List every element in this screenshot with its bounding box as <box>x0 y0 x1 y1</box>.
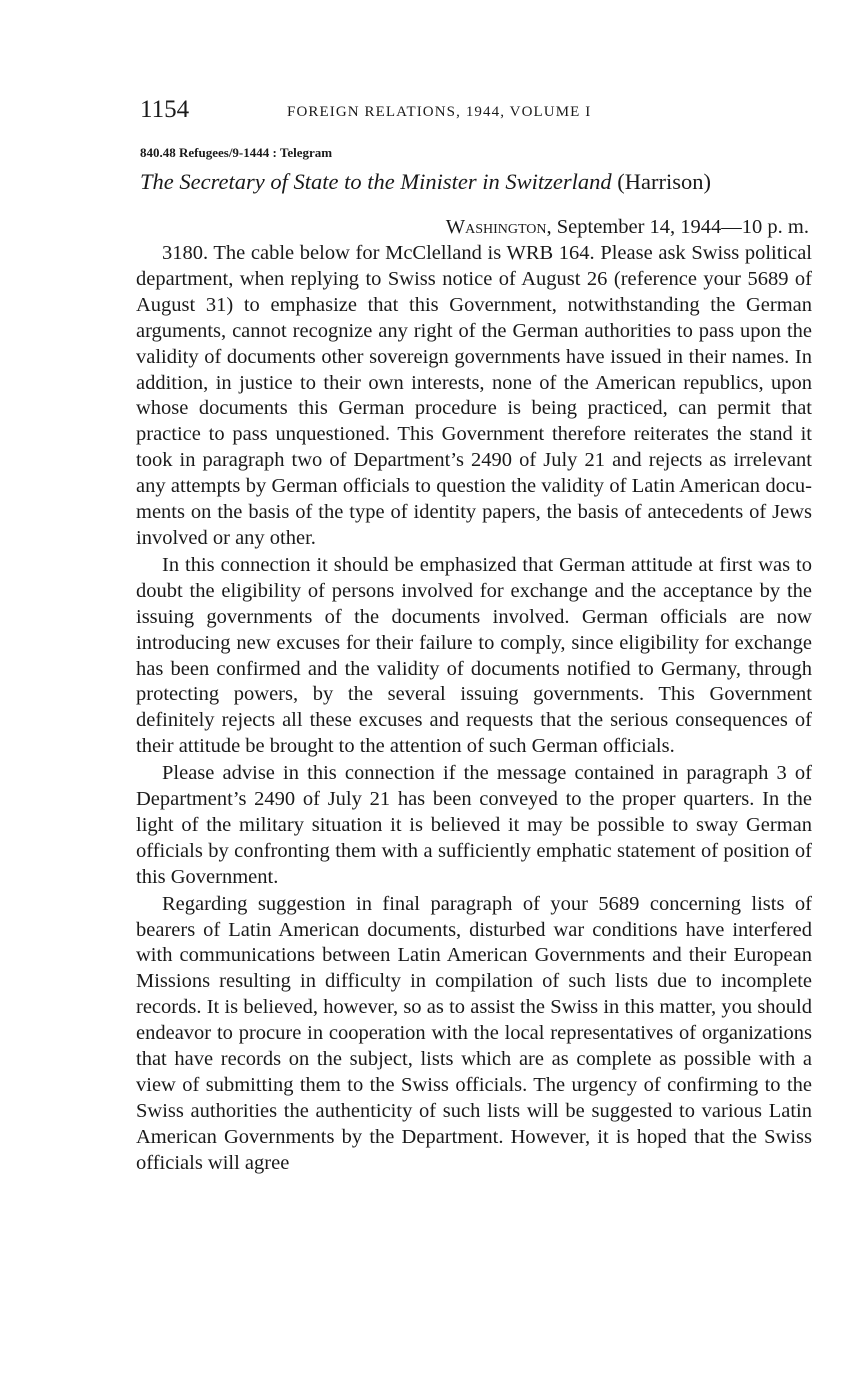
paragraph-4: Regarding suggestion in final paragraph of your 5689 concerning lists of bearers of Latin American documents, disturbed war conditions have interfered with communications between Latin American Governments and their European Missions resulting in difficulty in compilation of such lists due to incomplete records. It is believed, however, so as to assist the Swiss in this matter, you should endeavor to procure in cooperation with the local representatives of organizations that have records on the subject, lists which are as complete as possible with a view of submitting them to the Swiss officials. The urgency of confirming to the Swiss authorities the authenticity of such lists will be suggested to various Latin American Governments by the Department. However, it is hoped that the Swiss officials will agree <box>136 892 812 1174</box>
running-title: FOREIGN RELATIONS, 1944, VOLUME I <box>287 104 592 120</box>
page-number: 1154 <box>140 96 190 123</box>
paragraph-3: Please advise in this connection if the message contained in paragraph 3 of Department’s 2490 of July 21 has been conveyed to the proper quarters. In the light of the military situation it is believed it may be possible to sway German officials by confronting them with a sufficiently emphatic statement of position of this Government. <box>136 762 812 888</box>
paragraph-2: In this connection it should be emphasized that German attitude at first was to doubt the eligibility of persons involved for exchange and the acceptance by the issuing governments of the documents involved. German officials are now introducing new excuses for their failure to comply, since eligibility for exchange has been confirmed and the validity of documents notified to Germany, through protecting powers, by the several issuing governments. This Government definitely rejects all these excuses and requests that the serious consequences of their attitude be brought to the attention of such German officials. <box>136 553 812 758</box>
dateline <box>446 216 809 239</box>
document-heading <box>140 169 711 195</box>
dateline-place: Washington <box>445 216 547 238</box>
paragraph-1: 3180. The cable below for McClelland is WRB 164. Please ask Swiss political department, when replying to Swiss notice of August 26 (reference your 5689 of August 31) to emphasize that this Government, notwithstanding the German arguments, cannot recognize any right of the German authorities to pass upon the validity of documents other sovereign governments have issued in their names. In addition, in justice to their own interests, none of the American republics, upon whose documents this German procedure is being practiced, can permit that practice to pass unquestioned. This Government therefore reiterates the stand it took in paragraph two of Department’s 2490 of July 21 and rejects as irrelevant any attempts by German officials to question the validity of Latin American documents on the basis of the type of identity papers, the basis of antecedents of Jews involved or any other. <box>136 242 812 549</box>
heading-name: (Harrison) <box>617 169 711 194</box>
heading-main: The Secretary of State to the Minister in Switzerland <box>140 169 612 194</box>
dateline-date: , September 14, 1944—10 p. m. <box>546 216 809 238</box>
file-reference: 840.48 Refugees/9-1444 : Telegram <box>140 145 333 160</box>
running-head <box>137 96 812 130</box>
telegram-body <box>136 241 812 1177</box>
